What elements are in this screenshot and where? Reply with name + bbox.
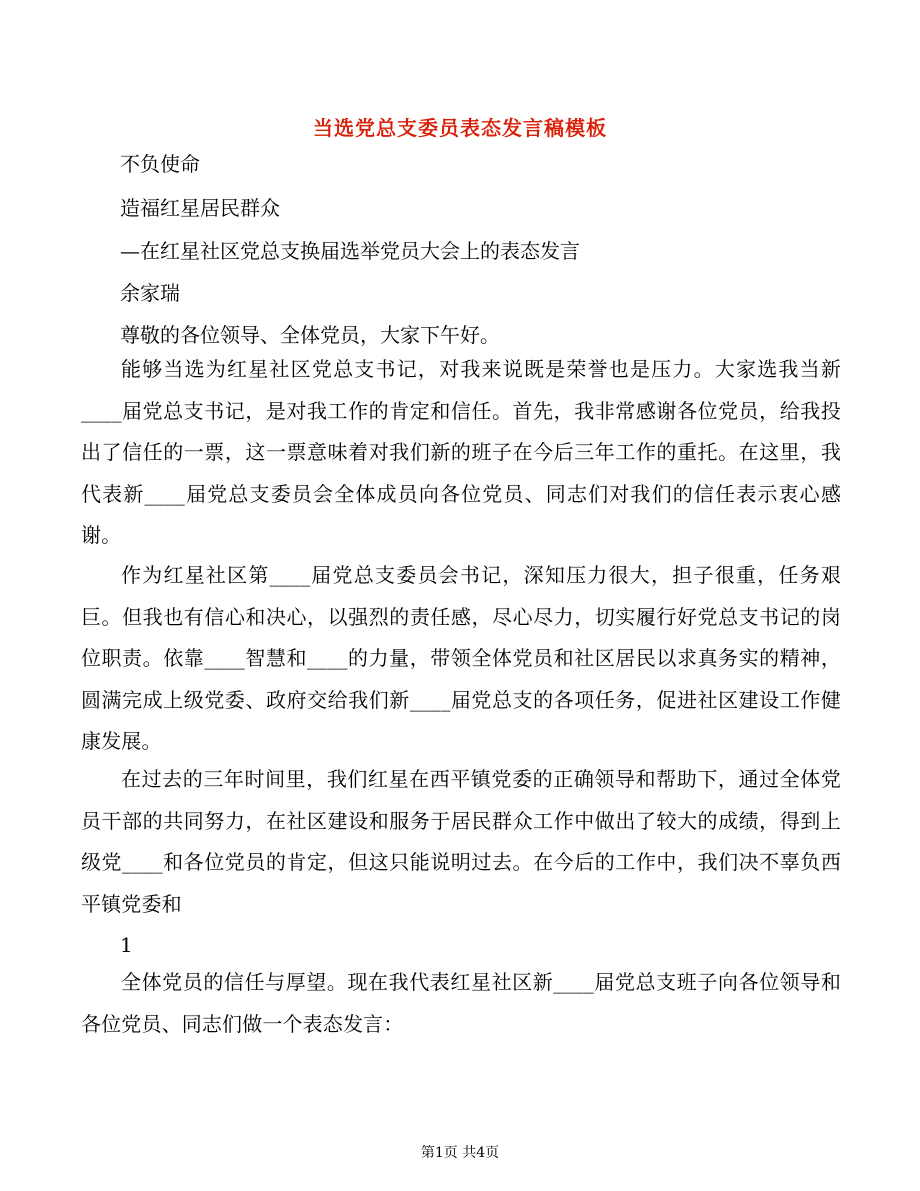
- author-name: 余家瑞: [120, 281, 180, 305]
- paragraph-1: 能够当选为红星社区党总支书记，对我来说既是荣誉也是压力。大家选我当新____届党总支书记，是对我工作的肯定和信任。首先，我非常感谢各位党员，给我投出了信任的一票，这一票意味着对我们新的班子在今后三年工作的重托。在这里，我代表新____届党总支委员会全体成员向各位党员、同志们对我们的信任表示衷心感谢。: [81, 357, 841, 547]
- paragraph-3: 在过去的三年时间里，我们红星在西平镇党委的正确领导和帮助下，通过全体党员干部的共同努力，在社区建设和服务于居民群众工作中做出了较大的成绩，得到上级党____和各位党员的肯定，但这只能说明过去。在今后的工作中，我们决不辜负西平镇党委和: [81, 767, 841, 916]
- subtitle-line-3: —在红星社区党总支换届选举党员大会上的表态发言: [120, 239, 580, 263]
- subtitle-line-2: 造福红星居民群众: [120, 196, 280, 220]
- greeting: 尊敬的各位领导、全体党员，大家下午好。: [120, 323, 500, 347]
- paragraph-4: 全体党员的信任与厚望。现在我代表红星社区新____届党总支班子向各位领导和各位党员、同志们做一个表态发言：: [81, 970, 841, 1036]
- subtitle-line-1: 不负使命: [120, 152, 200, 176]
- document-title: 当选党总支委员表态发言稿模板: [313, 116, 607, 140]
- page-footer: 第1页 共4页: [420, 1145, 500, 1161]
- page-number: 1: [120, 933, 133, 957]
- paragraph-2: 作为红星社区第____届党总支委员会书记，深知压力很大，担子很重，任务艰巨。但我也有信心和决心，以强烈的责任感，尽心尽力，切实履行好党总支书记的岗位职责。依靠____智慧和____的力量，带领全体党员和社区居民以求真务实的精神，圆满完成上级党委、政府交给我们新____届党总支的各项任务，促进社区建设工作健康发展。: [81, 563, 841, 753]
